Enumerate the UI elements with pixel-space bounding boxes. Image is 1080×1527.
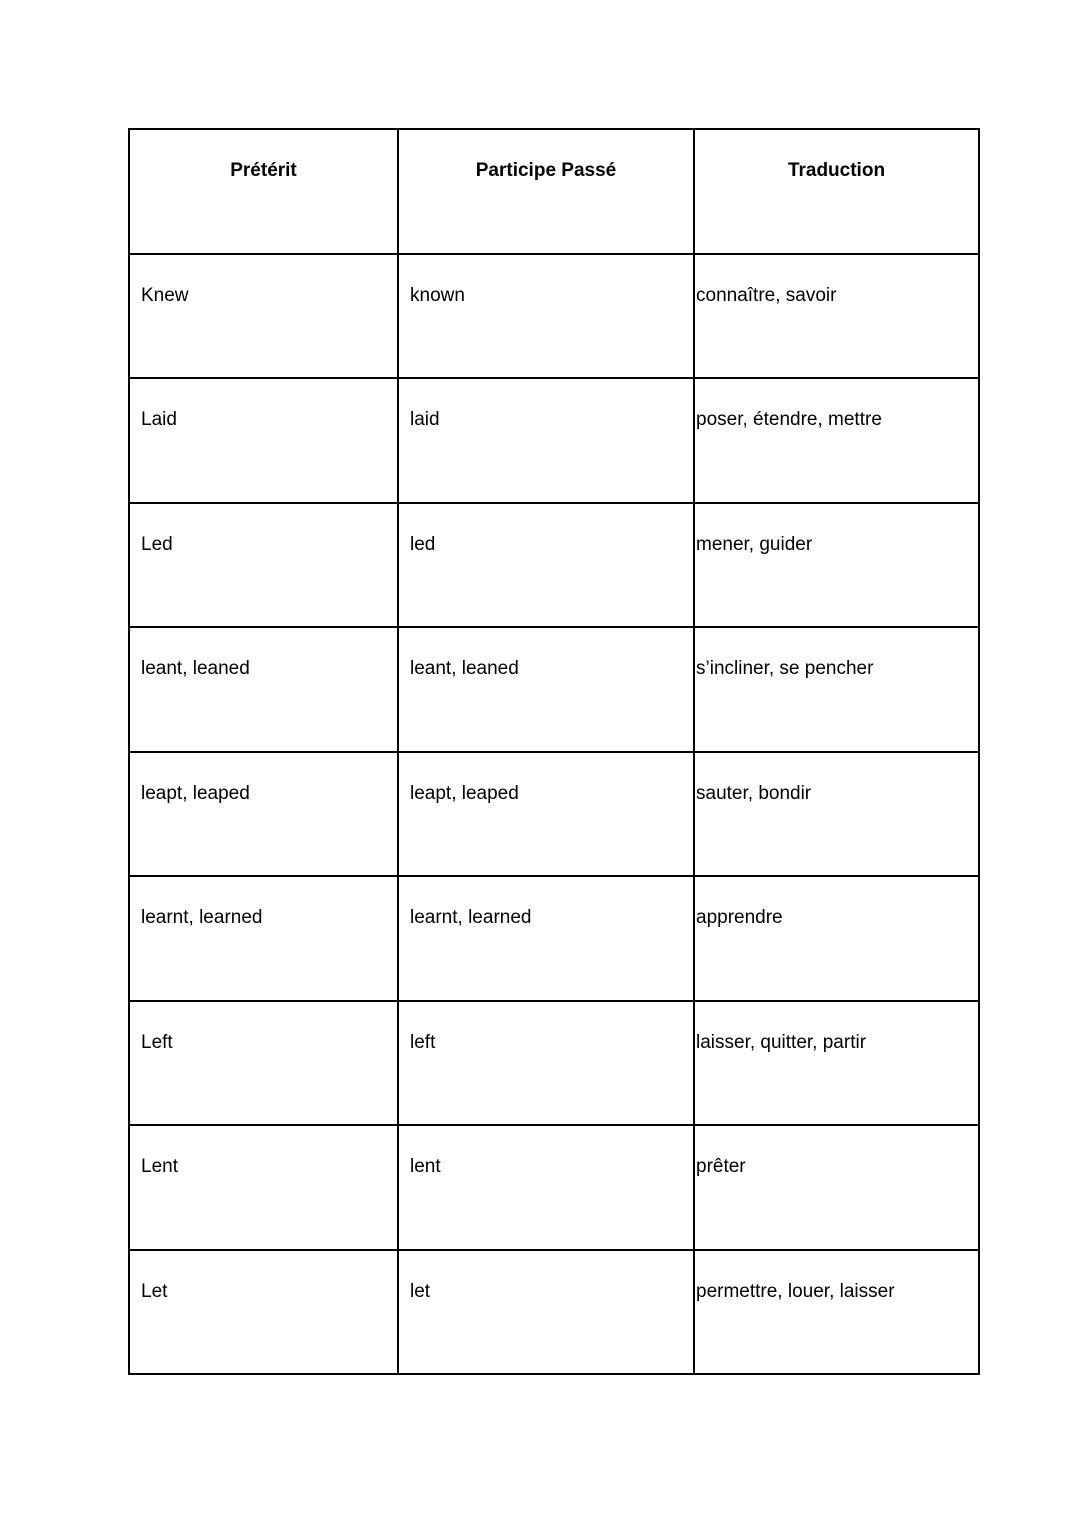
cell-traduction: permettre, louer, laisser	[694, 1250, 979, 1375]
cell-traduction: poser, étendre, mettre	[694, 378, 979, 503]
header-participe-passe: Participe Passé	[398, 129, 694, 254]
cell-traduction: s’incliner, se pencher	[694, 627, 979, 752]
cell-preterit: learnt, learned	[129, 876, 398, 1001]
table-row	[129, 752, 979, 877]
table-row	[129, 627, 979, 752]
cell-traduction: prêter	[694, 1125, 979, 1250]
cell-participe-passe: learnt, learned	[398, 876, 694, 1001]
cell-traduction: apprendre	[694, 876, 979, 1001]
table-row	[129, 876, 979, 1001]
cell-participe-passe: leapt, leaped	[398, 752, 694, 877]
cell-preterit: Let	[129, 1250, 398, 1375]
cell-participe-passe: led	[398, 503, 694, 628]
header-preterit: Prétérit	[129, 129, 398, 254]
table-row	[129, 254, 979, 379]
cell-preterit: leant, leaned	[129, 627, 398, 752]
table-row	[129, 1125, 979, 1250]
cell-traduction: sauter, bondir	[694, 752, 979, 877]
cell-preterit: Lent	[129, 1125, 398, 1250]
cell-participe-passe: leant, leaned	[398, 627, 694, 752]
cell-participe-passe: left	[398, 1001, 694, 1126]
table-row	[129, 1250, 979, 1375]
irregular-verbs-table	[128, 128, 980, 1375]
cell-participe-passe: laid	[398, 378, 694, 503]
cell-preterit: leapt, leaped	[129, 752, 398, 877]
cell-traduction: connaître, savoir	[694, 254, 979, 379]
table-row	[129, 378, 979, 503]
cell-traduction: mener, guider	[694, 503, 979, 628]
table-row	[129, 1001, 979, 1126]
cell-preterit: Knew	[129, 254, 398, 379]
cell-participe-passe: lent	[398, 1125, 694, 1250]
cell-traduction: laisser, quitter, partir	[694, 1001, 979, 1126]
table-row	[129, 503, 979, 628]
cell-preterit: Led	[129, 503, 398, 628]
cell-participe-passe: let	[398, 1250, 694, 1375]
cell-preterit: Left	[129, 1001, 398, 1126]
table-header-row	[129, 129, 979, 254]
cell-preterit: Laid	[129, 378, 398, 503]
cell-participe-passe: known	[398, 254, 694, 379]
header-traduction: Traduction	[694, 129, 979, 254]
